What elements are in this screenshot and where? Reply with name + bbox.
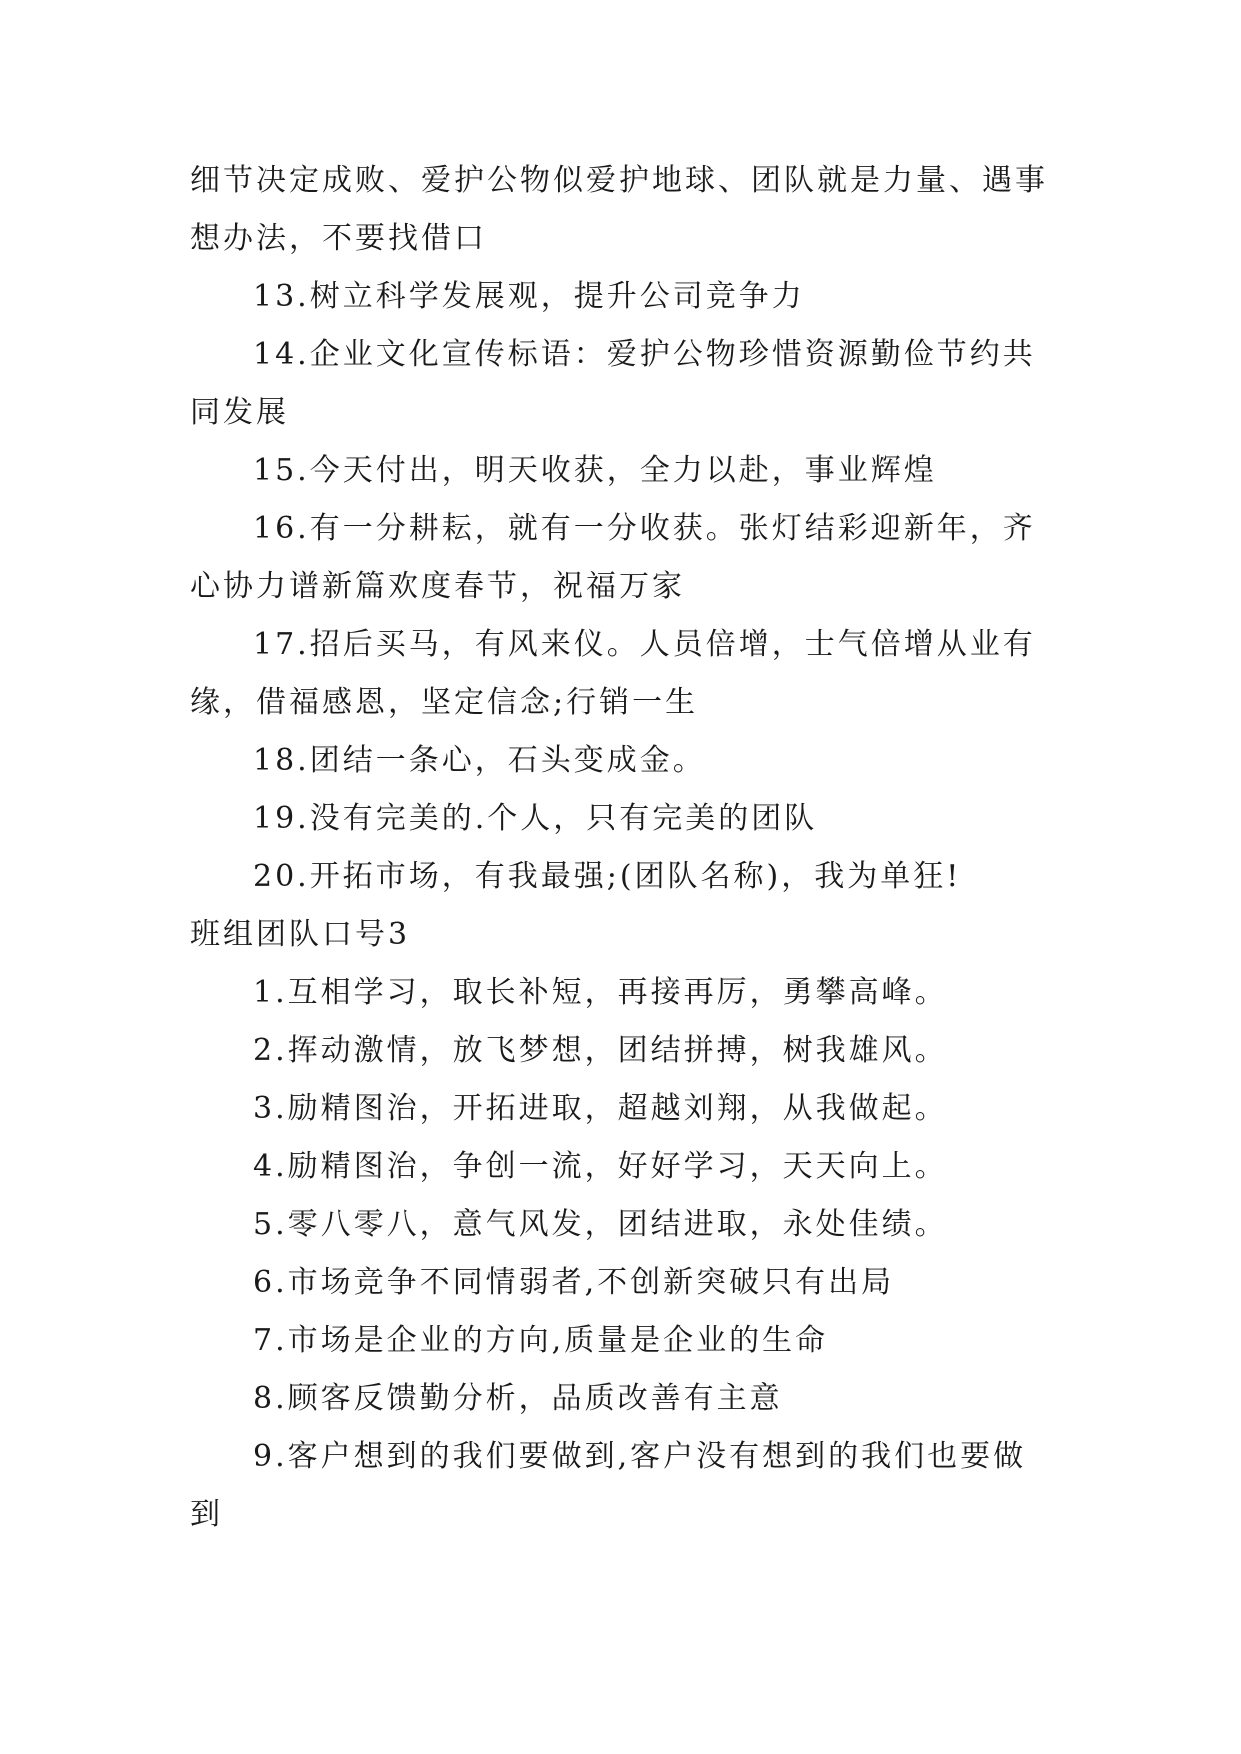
list-item: 6.市场竞争不同情弱者,不创新突破只有出局 <box>253 1265 895 1300</box>
list-item: 18.团结一条心，石头变成金。 <box>253 743 706 778</box>
list-item: 3.励精图治，开拓进取，超越刘翔，从我做起。 <box>253 1091 948 1126</box>
list-item-continuation: 同发展 <box>190 395 289 430</box>
list-item: 19.没有完美的.个人，只有完美的团队 <box>253 801 818 836</box>
list-item: 17.招后买马，有风来仪。人员倍增，士气倍增从业有 <box>253 627 1036 662</box>
section-heading: 班组团队口号3 <box>190 917 411 952</box>
list-item: 4.励精图治，争创一流，好好学习，天天向上。 <box>253 1149 948 1184</box>
list-item: 7.市场是企业的方向,质量是企业的生命 <box>253 1323 829 1358</box>
list-item-continuation: 心协力谱新篇欢度春节，祝福万家 <box>190 569 685 604</box>
list-item: 8.顾客反馈勤分析，品质改善有主意 <box>253 1381 783 1416</box>
list-item-continuation: 缘，借福感恩，坚定信念;行销一生 <box>190 685 699 720</box>
list-item: 13.树立科学发展观，提升公司竞争力 <box>253 279 805 314</box>
list-item-continuation: 到 <box>190 1497 223 1532</box>
list-item: 14.企业文化宣传标语：爱护公物珍惜资源勤俭节约共 <box>253 337 1036 372</box>
list-item: 1.互相学习，取长补短，再接再厉，勇攀高峰。 <box>253 975 948 1010</box>
list-item: 20.开拓市场，有我最强;(团队名称)，我为单狂! <box>253 859 962 894</box>
list-item: 9.客户想到的我们要做到,客户没有想到的我们也要做 <box>253 1439 1027 1474</box>
list-item: 15.今天付出，明天收获，全力以赴，事业辉煌 <box>253 453 937 488</box>
list-item: 5.零八零八，意气风发，团结进取，永处佳绩。 <box>253 1207 948 1242</box>
list-item: 16.有一分耕耘，就有一分收获。张灯结彩迎新年，齐 <box>253 511 1036 546</box>
list-item: 2.挥动激情，放飞梦想，团结拼搏，树我雄风。 <box>253 1033 948 1068</box>
paragraph-line: 想办法，不要找借口 <box>190 221 487 256</box>
paragraph-line: 细节决定成败、爱护公物似爱护地球、团队就是力量、遇事 <box>190 163 1048 198</box>
